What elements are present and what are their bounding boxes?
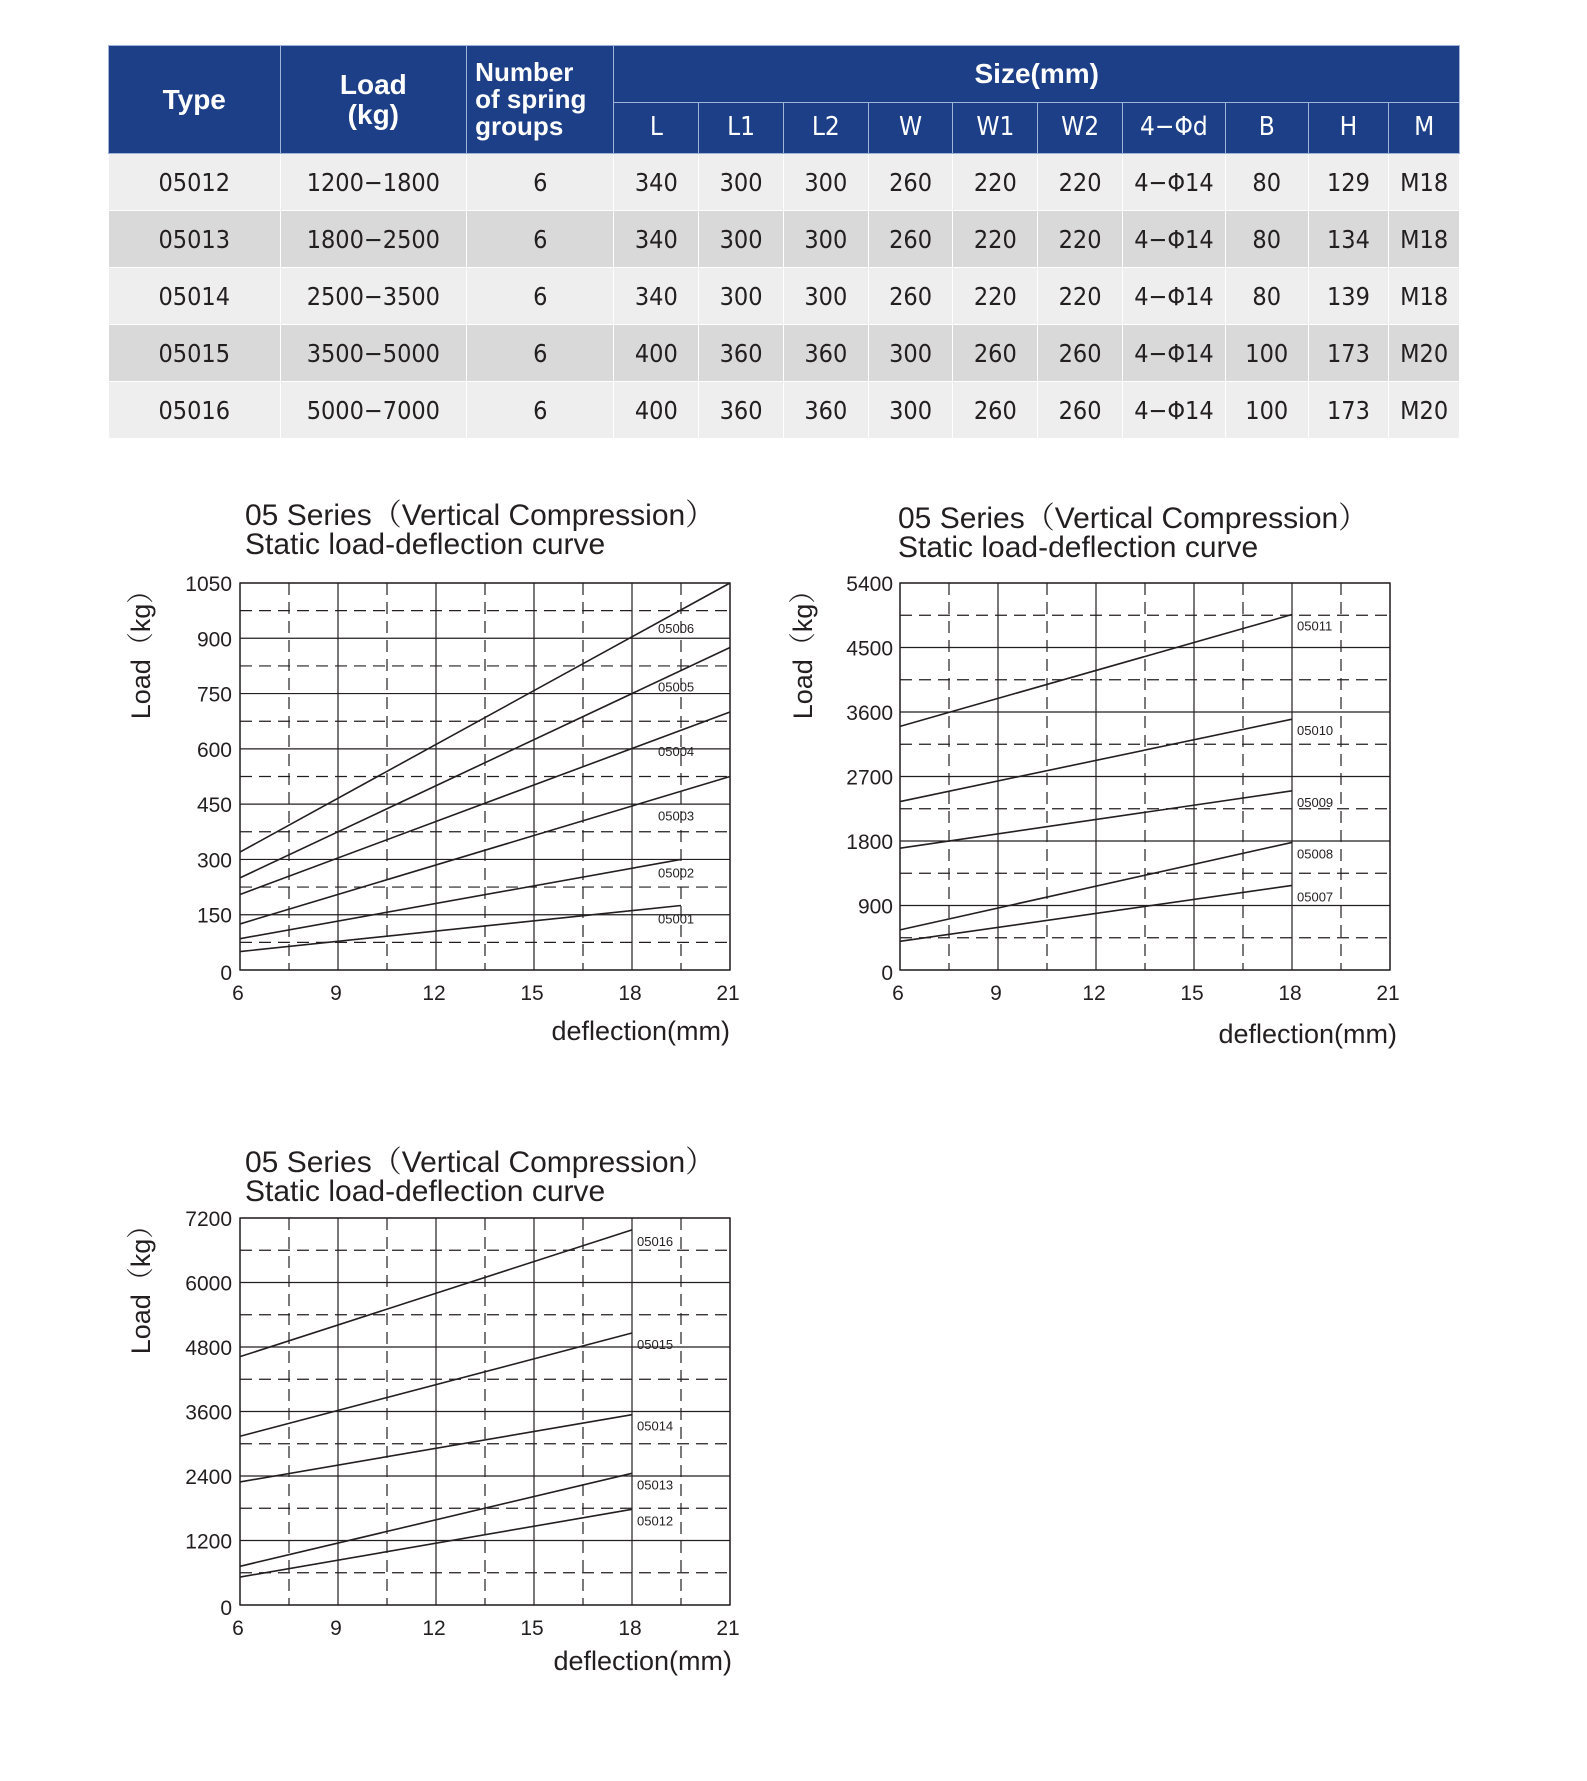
x-axis-label: deflection(mm) [1218,1019,1397,1049]
y-tick-label: 0 [220,962,232,985]
cell-size: 129 [1308,154,1389,211]
cell-size: 260 [868,154,953,211]
cell-size: M18 [1389,268,1460,325]
cell-size: 300 [699,154,784,211]
cell-size: 4−Φ14 [1122,268,1225,325]
y-tick-label: 600 [196,738,232,762]
series-line-05002 [240,859,681,938]
x-tick-label: 15 [520,982,544,1005]
cell-size: 220 [953,268,1038,325]
y-tick-label: 0 [220,1597,232,1620]
chart-subtitle: Static load-deflection curve [898,531,1259,564]
y-tick-label: 4500 [846,637,893,661]
series-label: 05005 [658,679,695,695]
chart-1 [126,499,740,1046]
series-label: 05001 [658,911,695,927]
cell-spring-groups: 6 [467,268,614,325]
cell-size: 80 [1225,211,1308,268]
cell-load: 2500−3500 [280,268,467,325]
series-label: 05006 [658,621,695,636]
cell-size: 300 [699,211,784,268]
cell-spring-groups: 6 [467,211,614,268]
cell-size: 173 [1308,325,1389,382]
series-label: 05014 [637,1418,674,1434]
header-size-col: W1 [953,103,1038,154]
cell-size: 340 [614,154,699,211]
series-label: 05008 [1297,846,1334,862]
cell-size: 260 [953,325,1038,382]
cell-size: M18 [1389,154,1460,211]
y-tick-label: 750 [196,683,232,707]
x-tick-label: 15 [1180,982,1204,1005]
y-tick-label: 4800 [185,1337,232,1360]
header-size-col: M [1389,103,1460,154]
series-label: 05013 [637,1477,674,1493]
cell-size: 100 [1225,382,1308,439]
cell-size: 173 [1308,382,1389,439]
x-tick-label: 9 [330,982,342,1005]
x-axis-label: deflection(mm) [551,1016,730,1046]
y-tick-label: 1200 [185,1530,232,1554]
cell-size: M20 [1389,325,1460,382]
y-tick-label: 2400 [185,1466,232,1489]
y-tick-label: 3600 [185,1401,232,1425]
x-tick-label: 15 [520,1617,544,1640]
cell-size: 100 [1225,325,1308,382]
cell-type: 05015 [109,325,281,382]
cell-type: 05016 [109,382,281,439]
x-tick-label: 12 [422,1617,446,1640]
x-tick-label: 21 [716,1617,740,1640]
cell-size: 400 [614,325,699,382]
header-load-line1: Load [339,69,407,101]
cell-size: 4−Φ14 [1122,154,1225,211]
cell-size: 220 [953,154,1038,211]
cell-size: 300 [699,268,784,325]
x-tick-label: 21 [716,982,740,1005]
cell-spring-groups: 6 [467,325,614,382]
cell-size: M20 [1389,382,1460,439]
cell-size: 360 [783,382,868,439]
series-label: 05016 [637,1233,674,1249]
y-axis-label: Load（kg） [126,1211,156,1355]
cell-spring-groups: 6 [467,382,614,439]
chart-title: 05 Series（Vertical Compression） [245,499,716,532]
cell-size: 4−Φ14 [1122,325,1225,382]
header-size-col: W2 [1038,103,1123,154]
y-axis-label: Load（kg） [788,576,818,720]
cell-size: 300 [783,268,868,325]
cell-size: 300 [868,382,953,439]
header-size-col: L2 [783,103,868,154]
chart-title: 05 Series（Vertical Compression） [898,502,1369,535]
series-label: 05007 [1297,889,1334,905]
cell-size: 300 [868,325,953,382]
header-springs-line2: of spring [475,83,587,114]
series-label: 05010 [1297,723,1334,739]
x-tick-label: 6 [892,982,904,1005]
cell-size: 80 [1225,268,1308,325]
x-tick-label: 12 [422,982,446,1005]
header-size-col: B [1225,103,1308,154]
cell-size: 220 [1038,154,1123,211]
cell-size: 300 [783,154,868,211]
cell-load: 1800−2500 [280,211,467,268]
chart-3 [126,1146,740,1676]
series-label: 05004 [658,744,695,759]
y-tick-label: 3600 [846,702,893,725]
cell-size: 260 [1038,382,1123,439]
cell-type: 05012 [109,154,281,211]
cell-type: 05014 [109,268,281,325]
header-springs-line1: Number [475,56,574,87]
y-tick-label: 5400 [846,573,893,596]
y-tick-label: 7200 [185,1208,232,1231]
x-tick-label: 18 [1278,982,1302,1005]
cell-load: 5000−7000 [280,382,467,439]
cell-size: 260 [868,268,953,325]
y-tick-label: 900 [196,628,232,652]
y-axis-label: Load（kg） [126,576,156,720]
header-springs-line3: groups [475,111,564,142]
cell-size: 360 [783,325,868,382]
header-size-col: H [1308,103,1389,154]
series-label: 05003 [658,808,695,824]
series-label: 05002 [658,865,695,881]
y-tick-label: 900 [857,895,893,919]
cell-load: 3500−5000 [280,325,467,382]
y-tick-label: 450 [196,794,232,818]
y-tick-label: 6000 [185,1272,232,1296]
cell-size: 4−Φ14 [1122,211,1225,268]
cell-size: 260 [868,211,953,268]
cell-size: 134 [1308,211,1389,268]
cell-size: M18 [1389,211,1460,268]
y-tick-label: 1800 [846,831,893,854]
cell-size: 139 [1308,268,1389,325]
series-label: 05009 [1297,794,1334,810]
cell-size: 220 [1038,211,1123,268]
x-tick-label: 6 [232,1617,244,1640]
series-label: 05011 [1297,618,1333,634]
cell-size: 400 [614,382,699,439]
chart-subtitle: Static load-deflection curve [245,1175,606,1208]
cell-type: 05013 [109,211,281,268]
x-tick-label: 9 [990,982,1002,1005]
header-load-line2: (kg) [347,98,399,130]
series-label: 05015 [637,1337,674,1353]
x-tick-label: 12 [1082,982,1106,1005]
y-tick-label: 2700 [846,766,893,790]
cell-size: 340 [614,268,699,325]
y-tick-label: 150 [196,904,232,928]
cell-size: 260 [1038,325,1123,382]
x-tick-label: 18 [618,1617,642,1640]
header-type: Type [109,46,281,154]
y-tick-label: 0 [881,962,893,985]
x-axis-label: deflection(mm) [553,1646,732,1676]
cell-size: 220 [1038,268,1123,325]
cell-size: 220 [953,211,1038,268]
x-tick-label: 6 [232,982,244,1005]
cell-size: 340 [614,211,699,268]
header-size-group: Size(mm) [614,46,1460,103]
header-size-col: W [868,103,953,154]
cell-size: 4−Φ14 [1122,382,1225,439]
series-label: 05012 [637,1513,674,1529]
chart-subtitle: Static load-deflection curve [245,528,606,561]
x-tick-label: 9 [330,1617,342,1640]
cell-size: 260 [953,382,1038,439]
cell-load: 1200−1800 [280,154,467,211]
cell-spring-groups: 6 [467,154,614,211]
cell-size: 360 [699,382,784,439]
cell-size: 300 [783,211,868,268]
y-tick-label: 300 [196,849,232,873]
header-size-col: L [614,103,699,154]
y-tick-label: 1050 [185,573,232,596]
series-line-05001 [240,906,681,952]
cell-size: 80 [1225,154,1308,211]
header-size-col: 4−Φd [1122,103,1225,154]
x-tick-label: 18 [618,982,642,1005]
header-size-col: L1 [699,103,784,154]
x-tick-label: 21 [1376,982,1400,1005]
chart-title: 05 Series（Vertical Compression） [245,1146,716,1179]
cell-size: 360 [699,325,784,382]
chart-2 [788,502,1400,1049]
